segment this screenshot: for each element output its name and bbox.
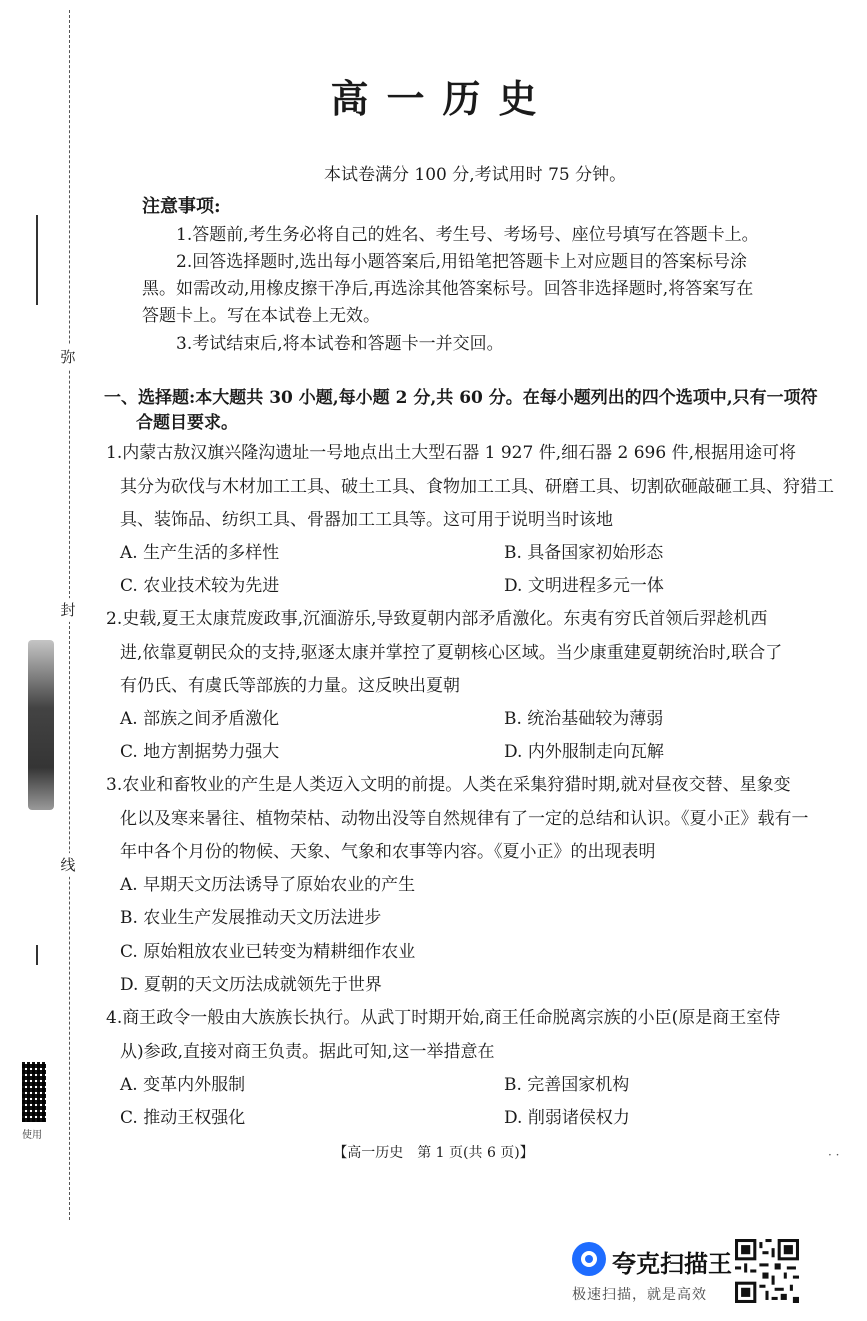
question-3-option-c: C. 原始粗放农业已转变为精耕细作农业	[120, 942, 416, 962]
question-2-option-c: C. 地方割据势力强大	[120, 742, 280, 762]
question-1-line: 具、装饰品、纺织工具、骨器加工工具等。这可用于说明当时该地	[120, 510, 613, 530]
section-heading-cont: 合题目要求。	[136, 413, 238, 433]
margin-mark	[36, 215, 38, 305]
section-heading: 一、选择题:本大题共 30 小题,每小题 2 分,共 60 分。在每小题列出的四个选项中,只有一项符	[104, 388, 818, 408]
question-2-option-d: D. 内外服制走向瓦解	[504, 742, 664, 762]
page-title: 高一历史	[330, 76, 555, 121]
question-3-line: 化以及寒来暑往、植物荣枯、动物出没等自然规律有了一定的总结和认识。《夏小正》载有一	[120, 809, 809, 829]
scanner-slogan: 极速扫描，就是高效	[572, 1287, 707, 1303]
seal-char-xian: 线	[56, 853, 80, 877]
note-line: 答题卡上。写在本试卷上无效。	[142, 306, 380, 326]
question-3-option-d: D. 夏朝的天文历法成就领先于世界	[120, 975, 382, 995]
page-footer: 【高一历史 第 1 页(共 6 页)】	[333, 1145, 534, 1161]
note-line: 2.回答选择题时,选出每小题答案后,用铅笔把答题卡上对应题目的答案标号涂	[176, 252, 748, 272]
side-barcode	[22, 1062, 46, 1122]
scanner-watermark	[572, 1238, 862, 1308]
qr-code-icon	[735, 1238, 799, 1304]
question-2-line: 2.史载,夏王太康荒废政事,沉湎游乐,导致夏朝内部矛盾激化。东夷有穷氏首领后羿趁机西	[106, 609, 768, 629]
question-3-line: 3.农业和畜牧业的产生是人类迈入文明的前提。人类在采集狩猎时期,就对昼夜交替、星象变	[106, 775, 791, 795]
margin-mark	[36, 945, 38, 965]
question-4-option-a: A. 变革内外服制	[120, 1075, 246, 1095]
question-1-option-d: D. 文明进程多元一体	[504, 576, 664, 596]
question-1-option-a: A. 生产生活的多样性	[120, 543, 280, 563]
question-4-line: 从)参政,直接对商王负责。据此可知,这一举措意在	[120, 1042, 495, 1062]
seal-char-feng: 封	[56, 598, 80, 622]
scanner-logo-icon	[572, 1242, 606, 1276]
note-line: 3.考试结束后,将本试卷和答题卡一并交回。	[176, 334, 504, 354]
question-1-option-b: B. 具备国家初始形态	[504, 543, 664, 563]
notes-heading: 注意事项:	[142, 196, 221, 217]
question-3-option-a: A. 早期天文历法诱导了原始农业的产生	[120, 875, 416, 895]
seal-char-mi: 弥	[56, 345, 80, 369]
scanner-brand-name: 夸克扫描王	[612, 1250, 732, 1278]
question-4-option-c: C. 推动王权强化	[120, 1108, 246, 1128]
margin-scan-smear	[28, 640, 54, 810]
question-3-line: 年中各个月份的物候、天象、气象和农事等内容。《夏小正》的出现表明	[120, 842, 656, 862]
question-4-line: 4.商王政令一般由大族族长执行。从武丁时期开始,商王任命脱离宗族的小臣(原是商王室侍	[106, 1008, 781, 1028]
question-2-line: 有仍氏、有虞氏等部族的力量。这反映出夏朝	[120, 676, 460, 696]
question-3-option-b: B. 农业生产发展推动天文历法进步	[120, 908, 382, 928]
note-line: 黑。如需改动,用橡皮擦干净后,再选涂其他答案标号。回答非选择题时,将答案写在	[142, 279, 754, 299]
question-4-option-b: B. 完善国家机构	[504, 1075, 630, 1095]
question-1-line: 其分为砍伐与木材加工工具、破土工具、食物加工工具、研磨工具、切割砍砸敲砸工具、狩猎工	[120, 477, 834, 497]
exam-intro: 本试卷满分 100 分,考试用时 75 分钟。	[324, 165, 627, 185]
question-1-option-c: C. 农业技术较为先进	[120, 576, 280, 596]
side-text: 使用	[22, 1130, 42, 1141]
question-2-option-a: A. 部族之间矛盾激化	[120, 709, 280, 729]
question-1-line: 1.内蒙古敖汉旗兴隆沟遗址一号地点出土大型石器 1 927 件,细石器 2 696 件,根据用途可将	[106, 443, 796, 463]
footer-dots: · ·	[828, 1148, 840, 1162]
question-2-option-b: B. 统治基础较为薄弱	[504, 709, 664, 729]
question-2-line: 进,依靠夏朝民众的支持,驱逐太康并掌控了夏朝核心区域。当少康重建夏朝统治时,联合了	[120, 643, 783, 663]
note-line: 1.答题前,考生务必将自己的姓名、考生号、考场号、座位号填写在答题卡上。	[176, 225, 759, 245]
question-4-option-d: D. 削弱诸侯权力	[504, 1108, 630, 1128]
